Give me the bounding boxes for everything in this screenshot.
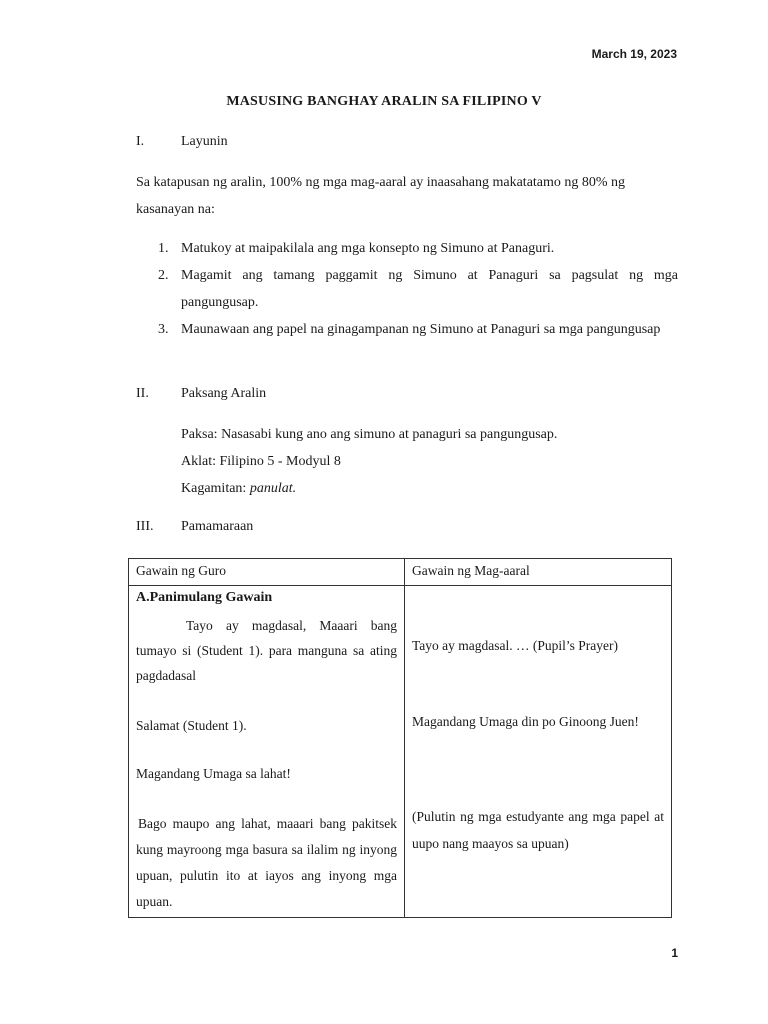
kagamitan-value: panulat. (249, 481, 297, 496)
objective-item (136, 262, 678, 316)
page-number: 1 (671, 946, 678, 960)
section-title-layunin: Layunin (181, 134, 228, 149)
student-activity-cell (405, 586, 672, 918)
paksa-line (181, 421, 557, 448)
objective-text: Matukoy at maipakilala ang mga konsepto ng Simuno at Panaguri. (181, 241, 555, 256)
teacher-line: Salamat (Student 1). (136, 718, 247, 733)
table-row (129, 586, 672, 918)
objective-item (136, 316, 678, 343)
student-line: Magandang Umaga din po Ginoong Juen! (412, 714, 639, 729)
document-title: MASUSING BANGHAY ARALIN SA FILIPINO V (226, 94, 542, 109)
section-title-pamamaraan: Pamamaraan (181, 519, 254, 534)
section-numeral-1: I. (136, 134, 145, 149)
teacher-line: Tayo ay magdasal, Maaari bang tumayo si (Student 1). para manguna sa ating pagdadasal (136, 618, 397, 683)
teacher-line: Bago maupo ang lahat, maaari bang pakitsek kung mayroong mga basura sa ilalim ng inyong upuan, pulutin ito at iayos ang inyong mga upuan. (136, 816, 397, 909)
table-header-row (129, 559, 672, 586)
header-student-activity: Gawain ng Mag-aaral (405, 559, 672, 586)
table-subheading: A.Panimulang Gawain (136, 590, 273, 605)
objective-text: Magamit ang tamang paggamit ng Simuno at Panaguri sa pagsulat ng mga pangungusap. (181, 268, 678, 310)
document-date: March 19, 2023 (591, 47, 677, 61)
kagamitan-label: Kagamitan: (181, 481, 247, 496)
aklat-value: Filipino 5 - Modyul 8 (219, 454, 341, 469)
objective-item (136, 235, 678, 262)
teacher-activity-cell (129, 586, 405, 918)
aklat-line (181, 448, 341, 475)
aklat-label: Aklat: (181, 454, 216, 469)
objective-number: 3. (158, 322, 169, 337)
kagamitan-line (181, 475, 296, 502)
student-line: Tayo ay magdasal. … (Pupil’s Prayer) (412, 638, 619, 653)
section-numeral-2: II. (136, 386, 149, 401)
objective-number: 2. (158, 268, 169, 283)
section-numeral-3: III. (136, 519, 154, 534)
teacher-line: Magandang Umaga sa lahat! (136, 766, 291, 781)
paksa-value: Nasasabi kung ano ang simuno at panaguri sa pangungusap. (221, 427, 558, 442)
objectives-intro: Sa katapusan ng aralin, 100% ng mga mag-aaral ay inaasahang makatatamo ng 80% ng kasanayan na: (136, 175, 626, 217)
objective-number: 1. (158, 241, 169, 256)
section-title-paksang-aralin: Paksang Aralin (181, 386, 267, 401)
student-line: (Pulutin ng mga estudyante ang mga papel at uupo nang maayos sa upuan) (412, 809, 664, 851)
objectives-list (136, 235, 678, 343)
objective-text: Maunawaan ang papel na ginagampanan ng Simuno at Panaguri sa mga pangungusap (181, 322, 661, 337)
procedure-table (128, 558, 672, 918)
paksa-label: Paksa: (181, 427, 218, 442)
header-teacher-activity: Gawain ng Guro (129, 559, 405, 586)
